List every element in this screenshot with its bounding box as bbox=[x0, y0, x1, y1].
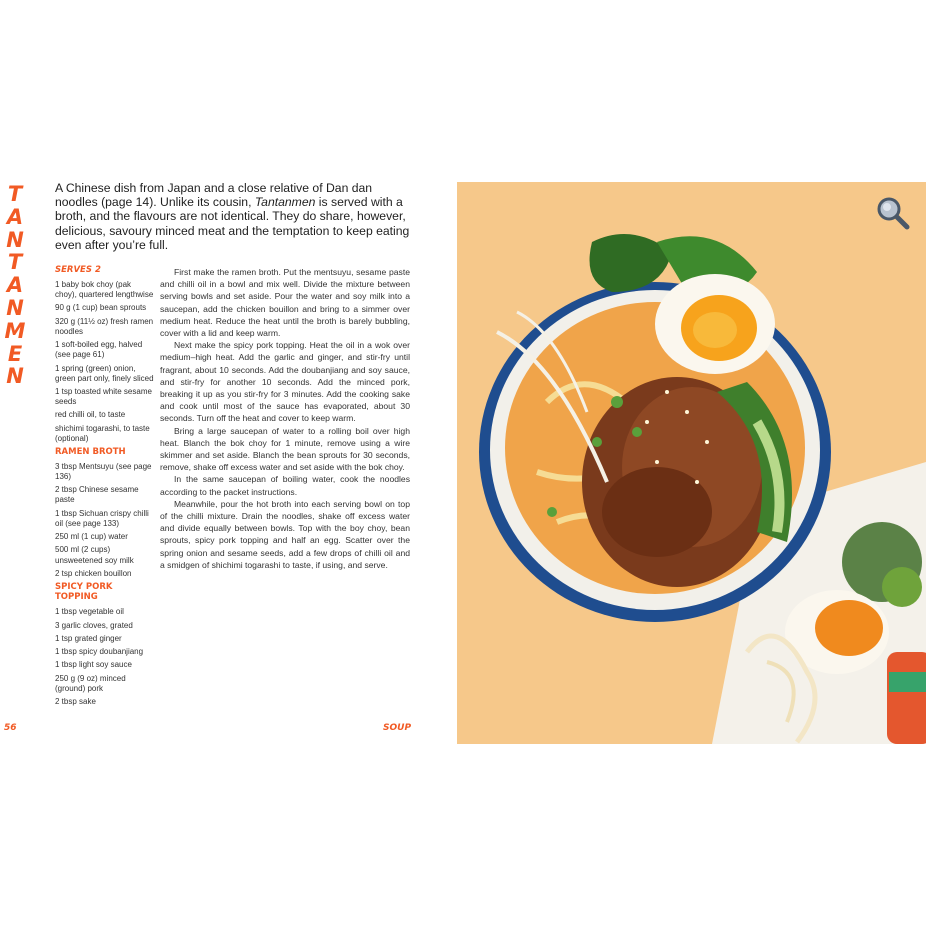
ramen-broth-list bbox=[55, 462, 155, 579]
ingredients-column bbox=[55, 265, 155, 710]
method-paragraph: Next make the spicy pork topping. Heat the oil in a wok over medium–high heat. Add the garlic and ginger, and stir-fry until fragrant, about 10 seconds. Add the doubanjiang and soy sauce, and stir-fry for another 10 seconds. Add the minced pork, breaking it up as you stir-fry for 3 minutes. Add the cooking sake and cook until most of the sauce has evaporated, about 30 seconds. Turn off the heat and cover to keep warm. bbox=[160, 340, 410, 424]
serves-heading: SERVES 2 bbox=[55, 265, 101, 275]
ingredients-main-list bbox=[55, 280, 155, 444]
ramen-broth-heading: RAMEN BROTH bbox=[55, 446, 126, 457]
page-number: 56 bbox=[4, 723, 17, 733]
title-letter: A bbox=[6, 204, 24, 229]
section-label: SOUP bbox=[383, 723, 412, 733]
title-letter: T bbox=[7, 182, 23, 206]
method-paragraph: In the same saucepan of boiling water, cook the noodles according to the packet instructions. bbox=[160, 474, 410, 497]
tantanmen-bowl-illustration bbox=[457, 182, 926, 744]
broth-ingredient-item: 500 ml (2 cups) unsweetened soy milk bbox=[55, 545, 134, 565]
magnifier-icon bbox=[876, 196, 910, 230]
pork-ingredient-item: 3 garlic cloves, grated bbox=[55, 620, 133, 630]
ingredient-item: 1 baby bok choy (pak choy), quartered lengthwise bbox=[55, 280, 154, 300]
recipe-photo bbox=[457, 182, 926, 744]
broth-ingredient-item: 3 tbsp Mentsuyu (see page 136) bbox=[55, 462, 152, 482]
intro-italic-term: Tantanmen bbox=[254, 195, 316, 210]
pork-ingredient-item: 1 tsp grated ginger bbox=[55, 633, 122, 643]
pork-ingredient-item: 2 tbsp sake bbox=[55, 697, 96, 707]
ingredient-item: 320 g (11½ oz) fresh ramen noodles bbox=[55, 316, 154, 336]
title-letter: N bbox=[6, 227, 24, 252]
ingredient-item: 1 spring (green) onion, green part only, finely sliced bbox=[55, 363, 154, 383]
title-letter: N bbox=[6, 364, 24, 389]
title-letter: A bbox=[6, 273, 24, 298]
title-letter: M bbox=[4, 318, 26, 343]
ingredient-item: red chilli oil, to taste bbox=[55, 410, 126, 420]
recipe-title-vertical bbox=[4, 183, 26, 388]
broth-ingredient-item: 2 tsp chicken bouillon bbox=[55, 568, 132, 578]
recipe-intro bbox=[55, 181, 415, 252]
pork-ingredient-item: 1 tbsp vegetable oil bbox=[55, 607, 124, 617]
intro-text-continued: is served with a broth, and the flavours are not identical. They do share, however, delicious, savoury minced meat and the temptation to keep eating even after you’re full. bbox=[55, 195, 410, 252]
pork-topping-heading: SPICY PORK TOPPING bbox=[55, 582, 113, 603]
ingredient-item: 1 tsp toasted white sesame seeds bbox=[55, 386, 152, 406]
title-letter: N bbox=[6, 295, 24, 320]
method-column bbox=[160, 266, 410, 571]
method-paragraph: Meanwhile, pour the hot broth into each serving bowl on top of the chilli mixture. Drain the noodles, shake off excess water and divide equally between bowls. Top with the boy choy, bean sprouts, spicy pork topping and half an egg. Scatter over the spring onion and sesame seeds, add a few drops of chilli oil and a smidgen of shichimi togarashi to taste, if using, and serve. bbox=[160, 498, 410, 570]
ingredient-item: 90 g (1 cup) bean sprouts bbox=[55, 303, 147, 313]
ingredient-item: 1 soft-boiled egg, halved (see page 61) bbox=[55, 340, 143, 360]
title-letter: E bbox=[7, 341, 23, 366]
zoom-magnifier-icon[interactable] bbox=[876, 196, 910, 230]
broth-ingredient-item: 1 tbsp Sichuan crispy chilli oil (see page 133) bbox=[55, 508, 149, 528]
ingredient-item: shichimi togarashi, to taste (optional) bbox=[55, 423, 150, 443]
pork-ingredient-item: 1 tbsp light soy sauce bbox=[55, 660, 132, 670]
broth-ingredient-item: 250 ml (1 cup) water bbox=[55, 532, 128, 542]
method-paragraph: First make the ramen broth. Put the mentsuyu, sesame paste and chilli oil in a bowl and mix well. Divide the mixture between serving bowls and set aside. Pour the water and soy milk into a saucepan, add the chicken bouillon and bring to a simmer over medium heat. Reduce the heat until the broth is barely bubbling, cover with a lid and keep warm. bbox=[160, 267, 410, 339]
pork-topping-list bbox=[55, 607, 155, 707]
title-letter: T bbox=[7, 250, 23, 275]
method-paragraph: Bring a large saucepan of water to a rolling boil over high heat. Blanch the bok choy for 1 minute, remove using a wire skimmer and set aside. Blanch the bean sprouts for 30 seconds, remove, shake off excess water and set aside with the bok choy. bbox=[160, 425, 410, 473]
broth-ingredient-item: 2 tbsp Chinese sesame paste bbox=[55, 485, 139, 505]
pork-ingredient-item: 1 tbsp spicy doubanjiang bbox=[55, 647, 144, 657]
pork-ingredient-item: 250 g (9 oz) minced (ground) pork bbox=[55, 673, 126, 693]
intro-text: A Chinese dish from Japan and a close relative of Dan dan noodles (page 14). Unlike its cousin, bbox=[55, 181, 373, 210]
